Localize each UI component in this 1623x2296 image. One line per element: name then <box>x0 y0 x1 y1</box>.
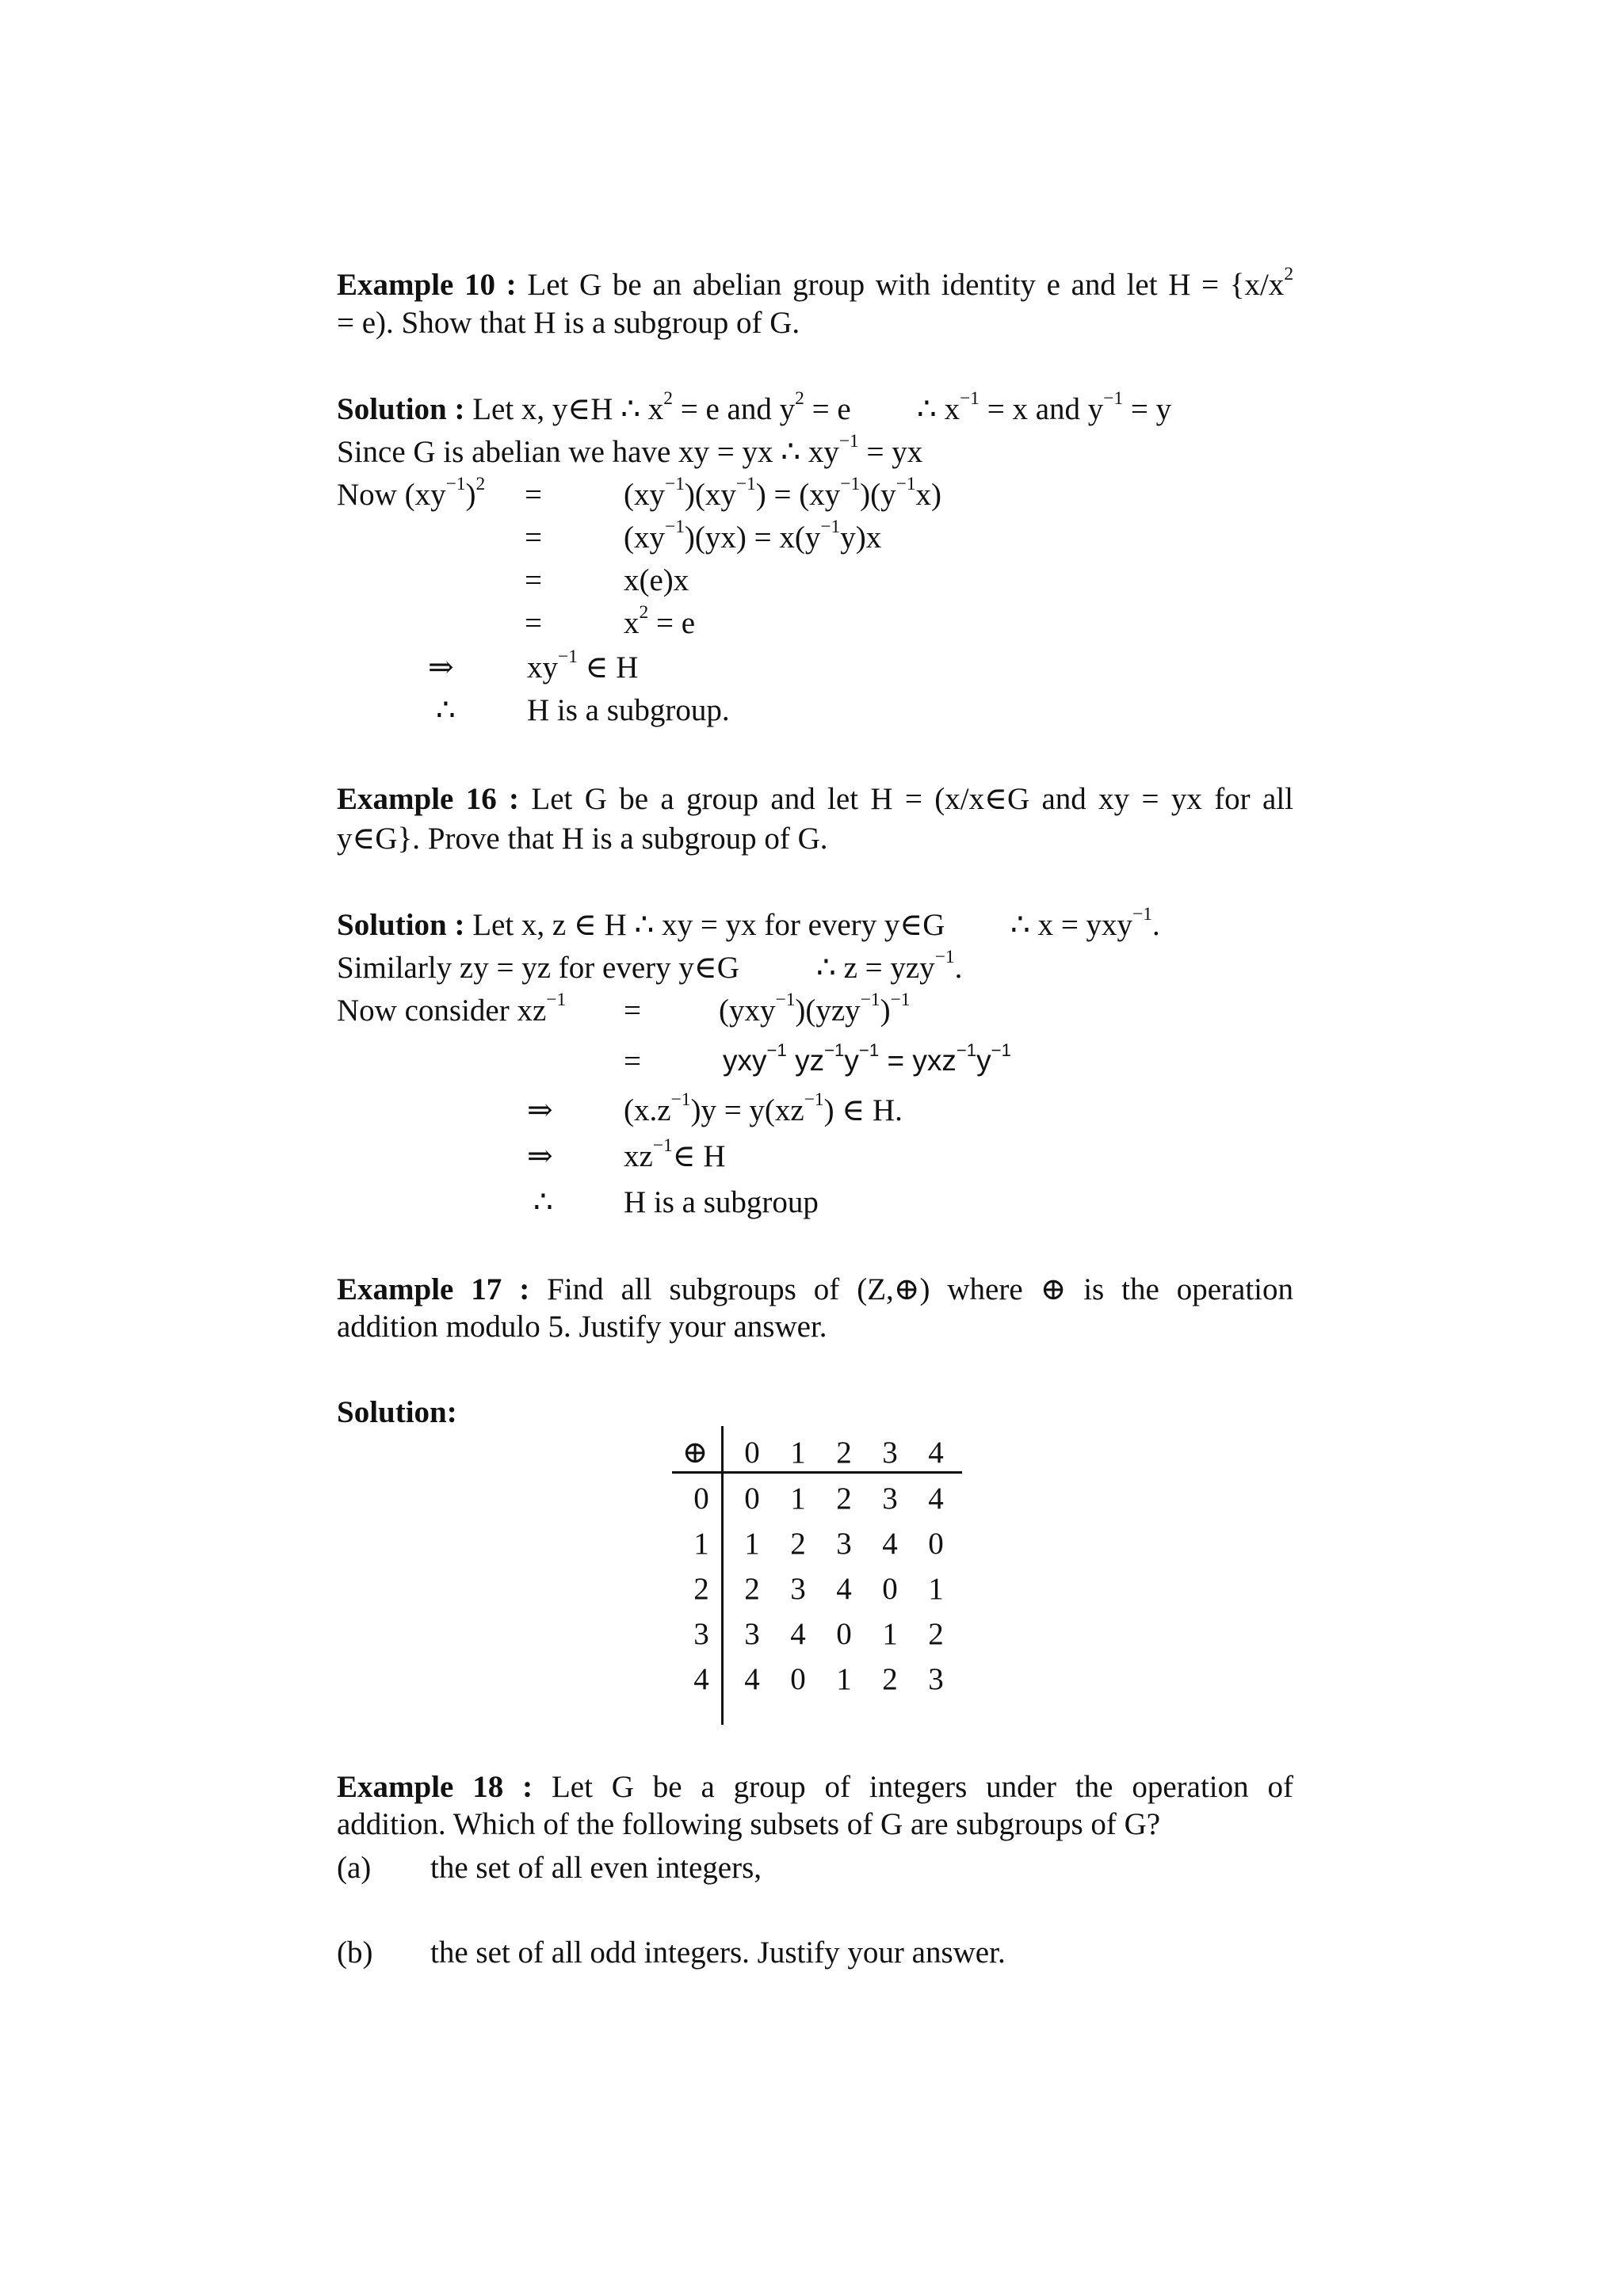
table-header-cell: 1 <box>790 1436 806 1470</box>
table-cell: 1 <box>836 1662 852 1696</box>
example-18-line-1: Example 18 : Let G be a group of integers under the operation of <box>337 1770 1293 1804</box>
option-a-label: (a) <box>337 1851 372 1885</box>
table-cell: 1 <box>790 1482 806 1516</box>
solution-10-eq-2: = <box>525 521 542 555</box>
table-header-cell: 0 <box>744 1436 760 1470</box>
therefore-symbol: ∴ <box>436 693 456 727</box>
table-cell: 2 <box>790 1527 806 1561</box>
table-cell: 3 <box>744 1617 760 1651</box>
table-cell: 0 <box>836 1617 852 1651</box>
solution-16-conclusion-3: H is a subgroup <box>624 1185 819 1219</box>
table-cell: 1 <box>744 1527 760 1561</box>
table-cell: 0 <box>928 1527 944 1561</box>
solution-10-now: Now $(xy^{-1})^2$ <box>337 474 486 512</box>
table-cell: 0 <box>744 1482 760 1516</box>
table-cell: 3 <box>836 1527 852 1561</box>
example-16-line-2: y∈G}. Prove that H is a subgroup of G. <box>337 822 828 856</box>
solution-10-label: Solution : <box>337 392 465 426</box>
example-10-label: Example 10 : <box>337 268 517 302</box>
example-17-line-1: Example 17 : Find all subgroups of (Z,⊕) where ⊕ is the operation <box>337 1272 1294 1306</box>
implies-symbol: ⇒ <box>527 1093 553 1127</box>
table-cell: 3 <box>882 1482 898 1516</box>
example-10-line-1: Example 10 : Let G be an abelian group with identity e and let $H = \{x/x^2$ <box>337 264 1294 302</box>
example-17-line-2: addition modulo 5. Justify your answer. <box>337 1310 827 1344</box>
table-cell: 4 <box>790 1617 806 1651</box>
example-18-label: Example 18 : <box>337 1770 533 1804</box>
table-operator: ⊕ <box>682 1436 708 1470</box>
table-header-cell: 3 <box>882 1436 898 1470</box>
option-b-text: the set of all odd integers. Justify your answer. <box>430 1936 1006 1970</box>
solution-10-conclusion-1: $xy^{-1}$ ∈ H <box>527 646 639 685</box>
solution-16-eq-1: = <box>624 994 641 1028</box>
table-cell: 3 <box>928 1662 944 1696</box>
table-cell: 2 <box>744 1572 760 1606</box>
solution-16-conclusion-2: $xz^{-1}\in$ H <box>624 1135 726 1173</box>
solution-16-label: Solution : <box>337 908 465 942</box>
table-cell: 4 <box>882 1527 898 1561</box>
solution-16-line-2-right: ∴ z = yzy$^{-1}$. <box>816 947 963 985</box>
table-header-cell: 2 <box>836 1436 852 1470</box>
solution-16-eq-2: = <box>624 1044 641 1078</box>
solution-16-conclusion-1: $(x.z^{-1})y = y(xz^{-1})$ ∈ H. <box>624 1089 903 1127</box>
solution-16-line-1-right: ∴ x = yxy$^{-1}$. <box>1010 904 1160 942</box>
example-18-line-2: addition. Which of the following subsets of G are subgroups of G? <box>337 1807 1161 1841</box>
implies-symbol: ⇒ <box>527 1139 553 1173</box>
solution-10-eq-4: = <box>525 606 542 640</box>
solution-16-step-1: $(yxy^{-1})(yzy^{-1})^{-1}$ <box>719 990 911 1028</box>
table-cell: 0 <box>790 1662 806 1696</box>
table-header-cell: 4 <box>928 1436 944 1470</box>
solution-10-conclusion-2: H is a subgroup. <box>527 693 730 727</box>
example-16-line-1: Example 16 : Let G be a group and let H = (x/x∈G and xy = yx for all <box>337 782 1293 816</box>
table-cell: 3 <box>790 1572 806 1606</box>
table-cell: 2 <box>882 1662 898 1696</box>
table-cell: 4 <box>836 1572 852 1606</box>
solution-10-step-1: $(xy^{-1})(xy^{-1}) = (xy^{-1})(y^{-1}x)$ <box>624 474 942 512</box>
solution-10-line-1: Solution : Let x, y∈H ∴ $x^2 = e$ and $y^2 = e$ <box>337 388 851 426</box>
option-a-text: the set of all even integers, <box>430 1851 762 1885</box>
table-horizontal-rule <box>672 1471 962 1474</box>
solution-16-line-1: Solution : Let x, z ∈ H ∴ xy = yx for every y∈G <box>337 908 945 942</box>
solution-16-step-2: yxy$^{-1}$ $yz^{-1}y^{-1} = yxz^{-1}y^{-1}$ <box>723 1040 1011 1077</box>
table-row-head: 0 <box>693 1482 709 1516</box>
solution-10-step-2: $(xy^{-1})(yx) = x(y^{-1}y)x$ <box>624 517 882 555</box>
therefore-symbol: ∴ <box>533 1185 553 1219</box>
table-cell: 2 <box>836 1482 852 1516</box>
table-cell: 4 <box>744 1662 760 1696</box>
table-cell: 2 <box>928 1617 944 1651</box>
table-row-head: 4 <box>693 1662 709 1696</box>
table-cell: 0 <box>882 1572 898 1606</box>
solution-10-eq-1: = <box>525 478 542 512</box>
solution-17-label: Solution: <box>337 1395 457 1429</box>
table-row-head: 3 <box>693 1617 709 1651</box>
implies-symbol: ⇒ <box>428 650 454 685</box>
solution-10-eq-3: = <box>525 563 542 597</box>
example-16-label: Example 16 : <box>337 782 520 816</box>
table-row-head: 1 <box>693 1527 709 1561</box>
table-cell: 1 <box>928 1572 944 1606</box>
solution-10-step-3: x(e)x <box>624 563 689 597</box>
table-cell: 1 <box>882 1617 898 1651</box>
solution-10-line-2: Since G is abelian we have xy = yx ∴ $xy^{-1}$ = yx <box>337 431 923 469</box>
example-10-line-2: = e). Show that H is a subgroup of G. <box>337 306 800 340</box>
solution-16-line-2: Similarly zy = yz for every y∈G <box>337 951 739 985</box>
example-17-label: Example 17 : <box>337 1272 530 1306</box>
table-row-head: 2 <box>693 1572 709 1606</box>
solution-16-line-3: Now consider $xz^{-1}$ <box>337 990 567 1028</box>
solution-10-line-1-right: ∴ $x^{-1} = x$ and $y^{-1} = y$ <box>917 388 1172 426</box>
table-cell: 4 <box>928 1482 944 1516</box>
solution-10-step-4: $x^2 = e$ <box>624 602 696 640</box>
option-b-label: (b) <box>337 1936 373 1970</box>
